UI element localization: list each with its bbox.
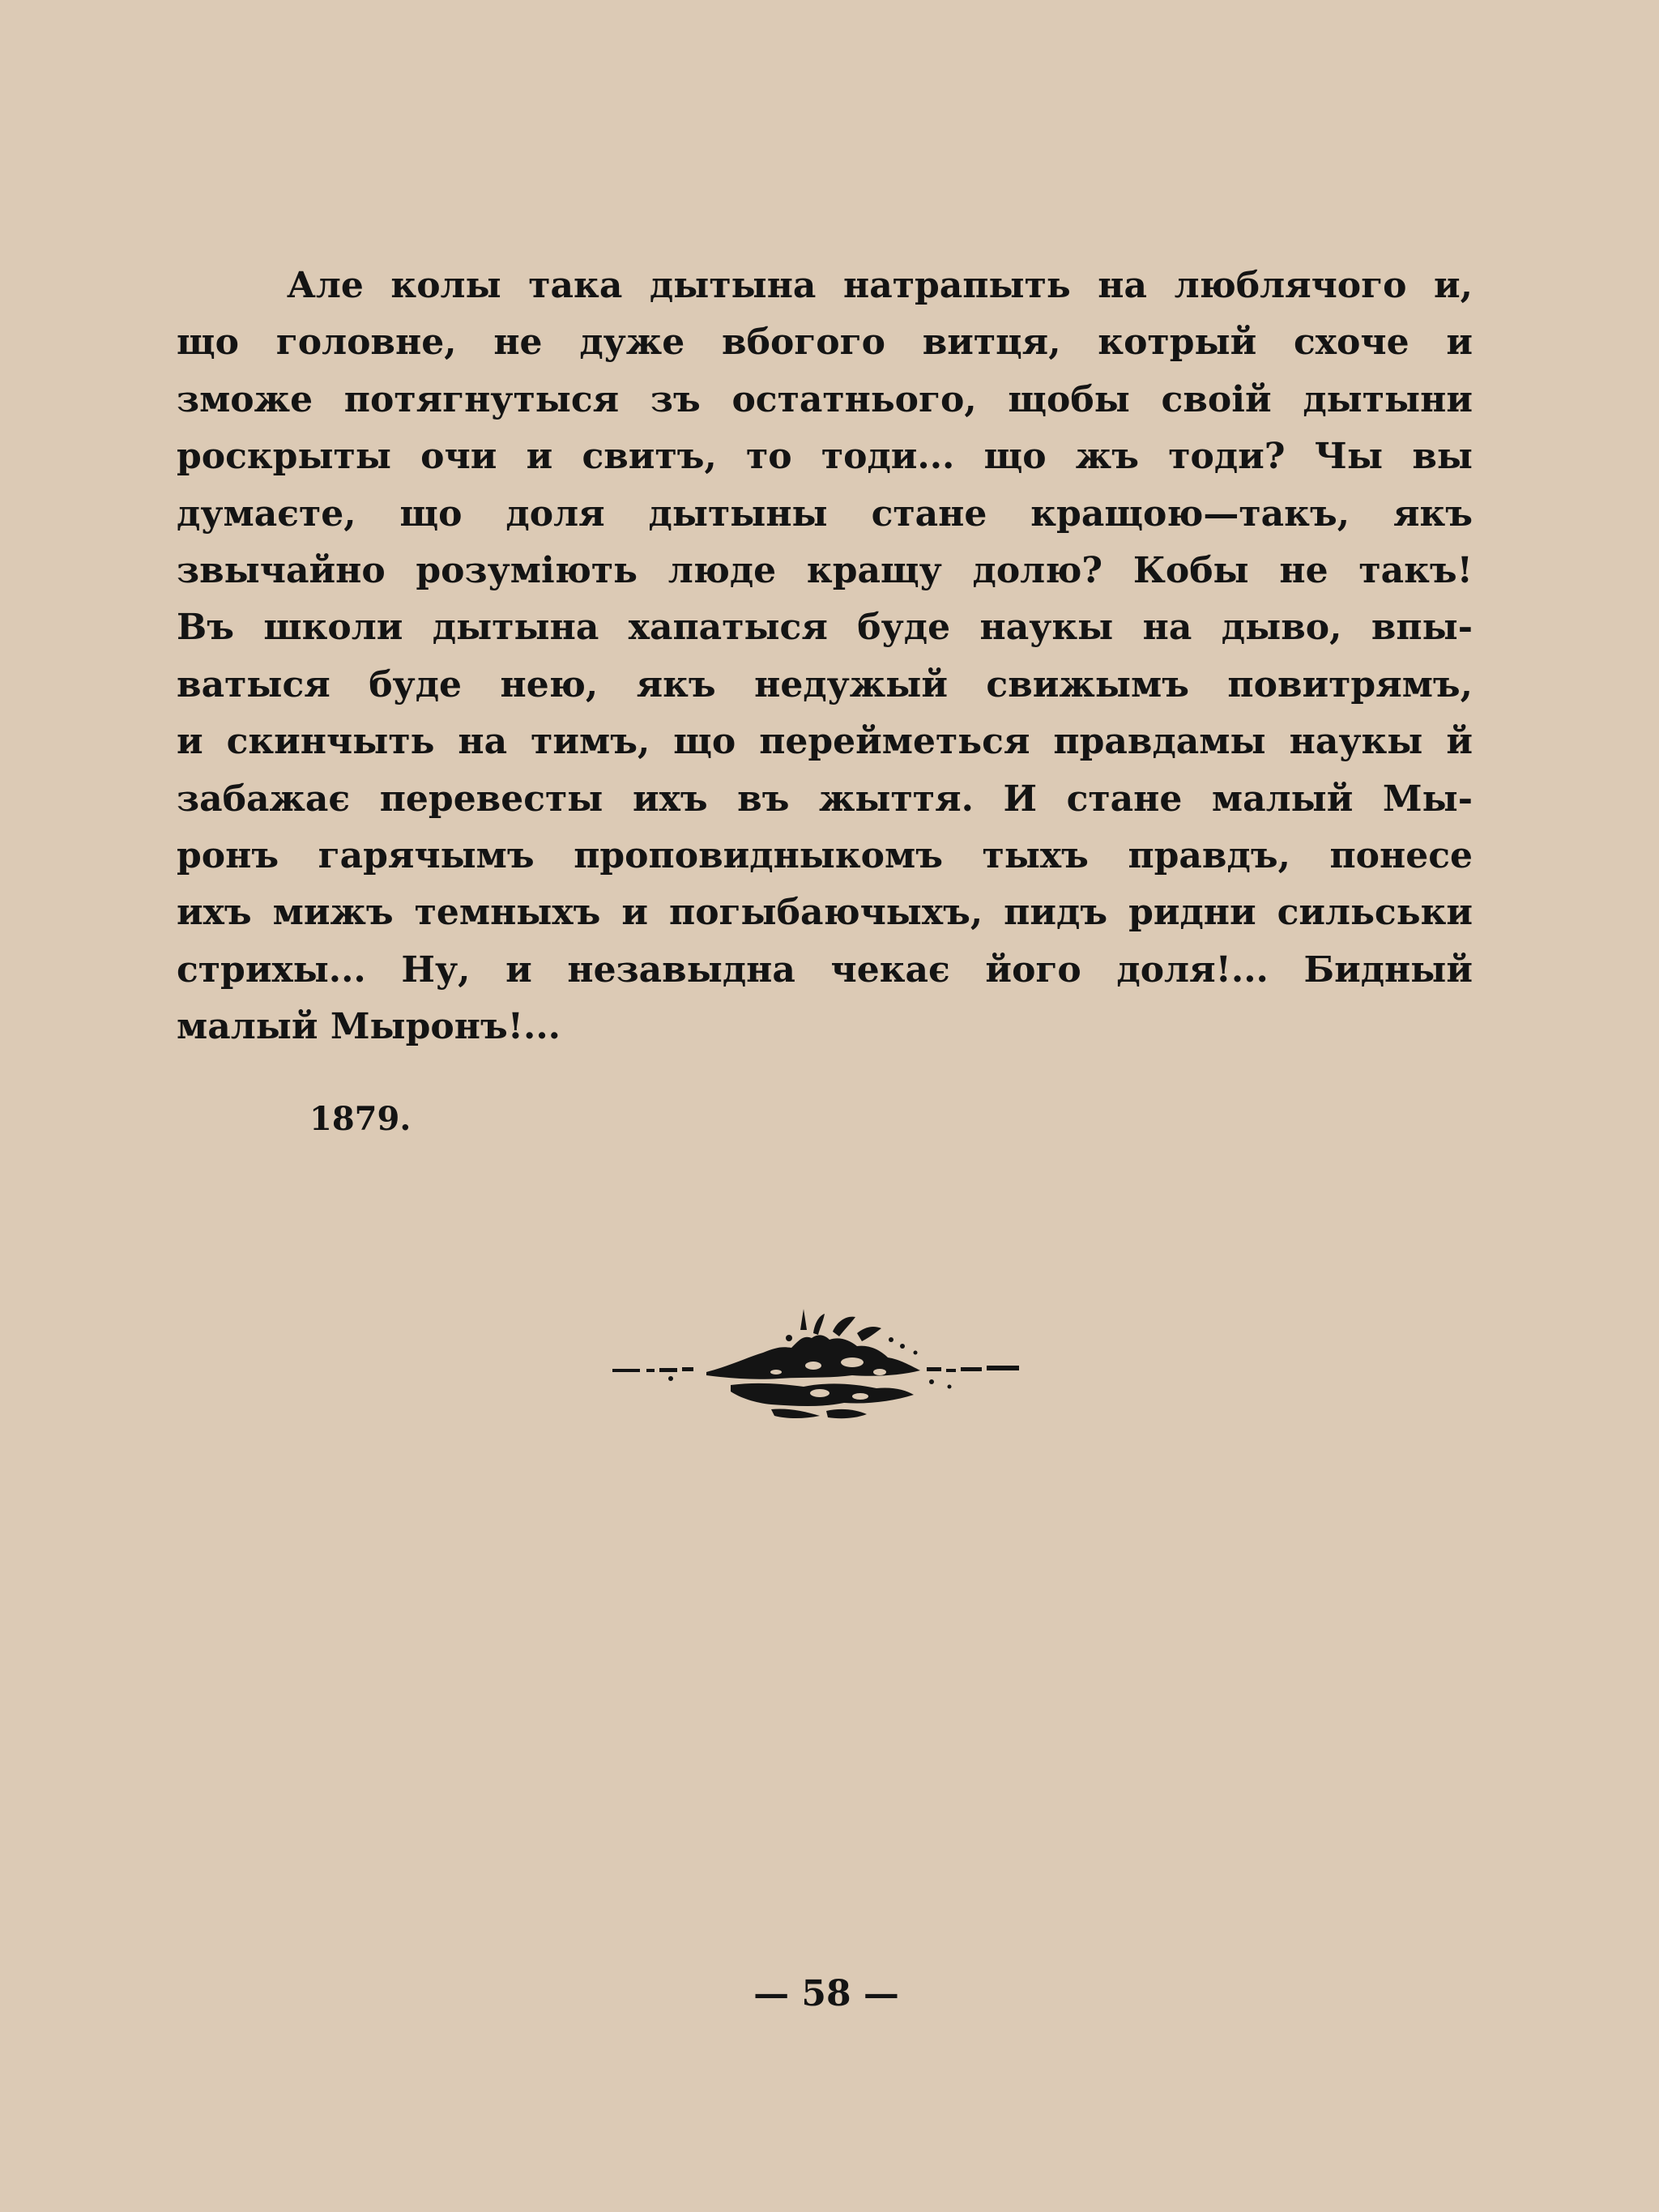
- date-signature: 1879.: [309, 1100, 412, 1138]
- text-line: зможе потягнутыся зъ остатнього, щобы своій дытыни: [177, 378, 1473, 420]
- main-paragraph: [177, 258, 1473, 1055]
- text-line: ватыся буде нею, якъ недужый свижымъ повитрямъ,: [177, 663, 1473, 705]
- text-line: звычайно розуміють люде кращу долю? Кобы не такъ!: [177, 549, 1473, 591]
- vignette-ornament-icon: [609, 1298, 1038, 1427]
- text-line: и скинчыть на тимъ, що перейметься правдамы наукы й: [177, 721, 1473, 763]
- text-line: що головне, не дуже вбогого витця, котрый схоче и: [177, 322, 1473, 364]
- page-number: — 58 —: [753, 1973, 899, 2014]
- text-line: думаєте, що доля дытыны стане кращою—такъ, якъ: [177, 492, 1473, 535]
- text-line: Въ школи дытына хапатыся буде наукы на дыво, впы-: [177, 607, 1473, 649]
- text-line: роскрыты очи и свитъ, то тоди... що жъ тоди? Чы вы: [177, 436, 1473, 478]
- text-line: малый Мыронъ!...: [177, 1006, 561, 1048]
- text-line: ихъ мижъ темныхъ и погыбаючыхъ, пидъ ридни сильськи: [177, 892, 1473, 934]
- text-line: стрихы... Ну, и незавыдна чекає його доля!... Бидный: [177, 948, 1473, 991]
- text-line: ронъ гарячымъ проповидныкомъ тыхъ правдъ, понесе: [177, 834, 1473, 876]
- text-line: забажає перевесты ихъ въ жыття. И стане малый Мы-: [177, 778, 1473, 820]
- text-line: Але колы така дытына натрапыть на люблячого и,: [287, 265, 1473, 306]
